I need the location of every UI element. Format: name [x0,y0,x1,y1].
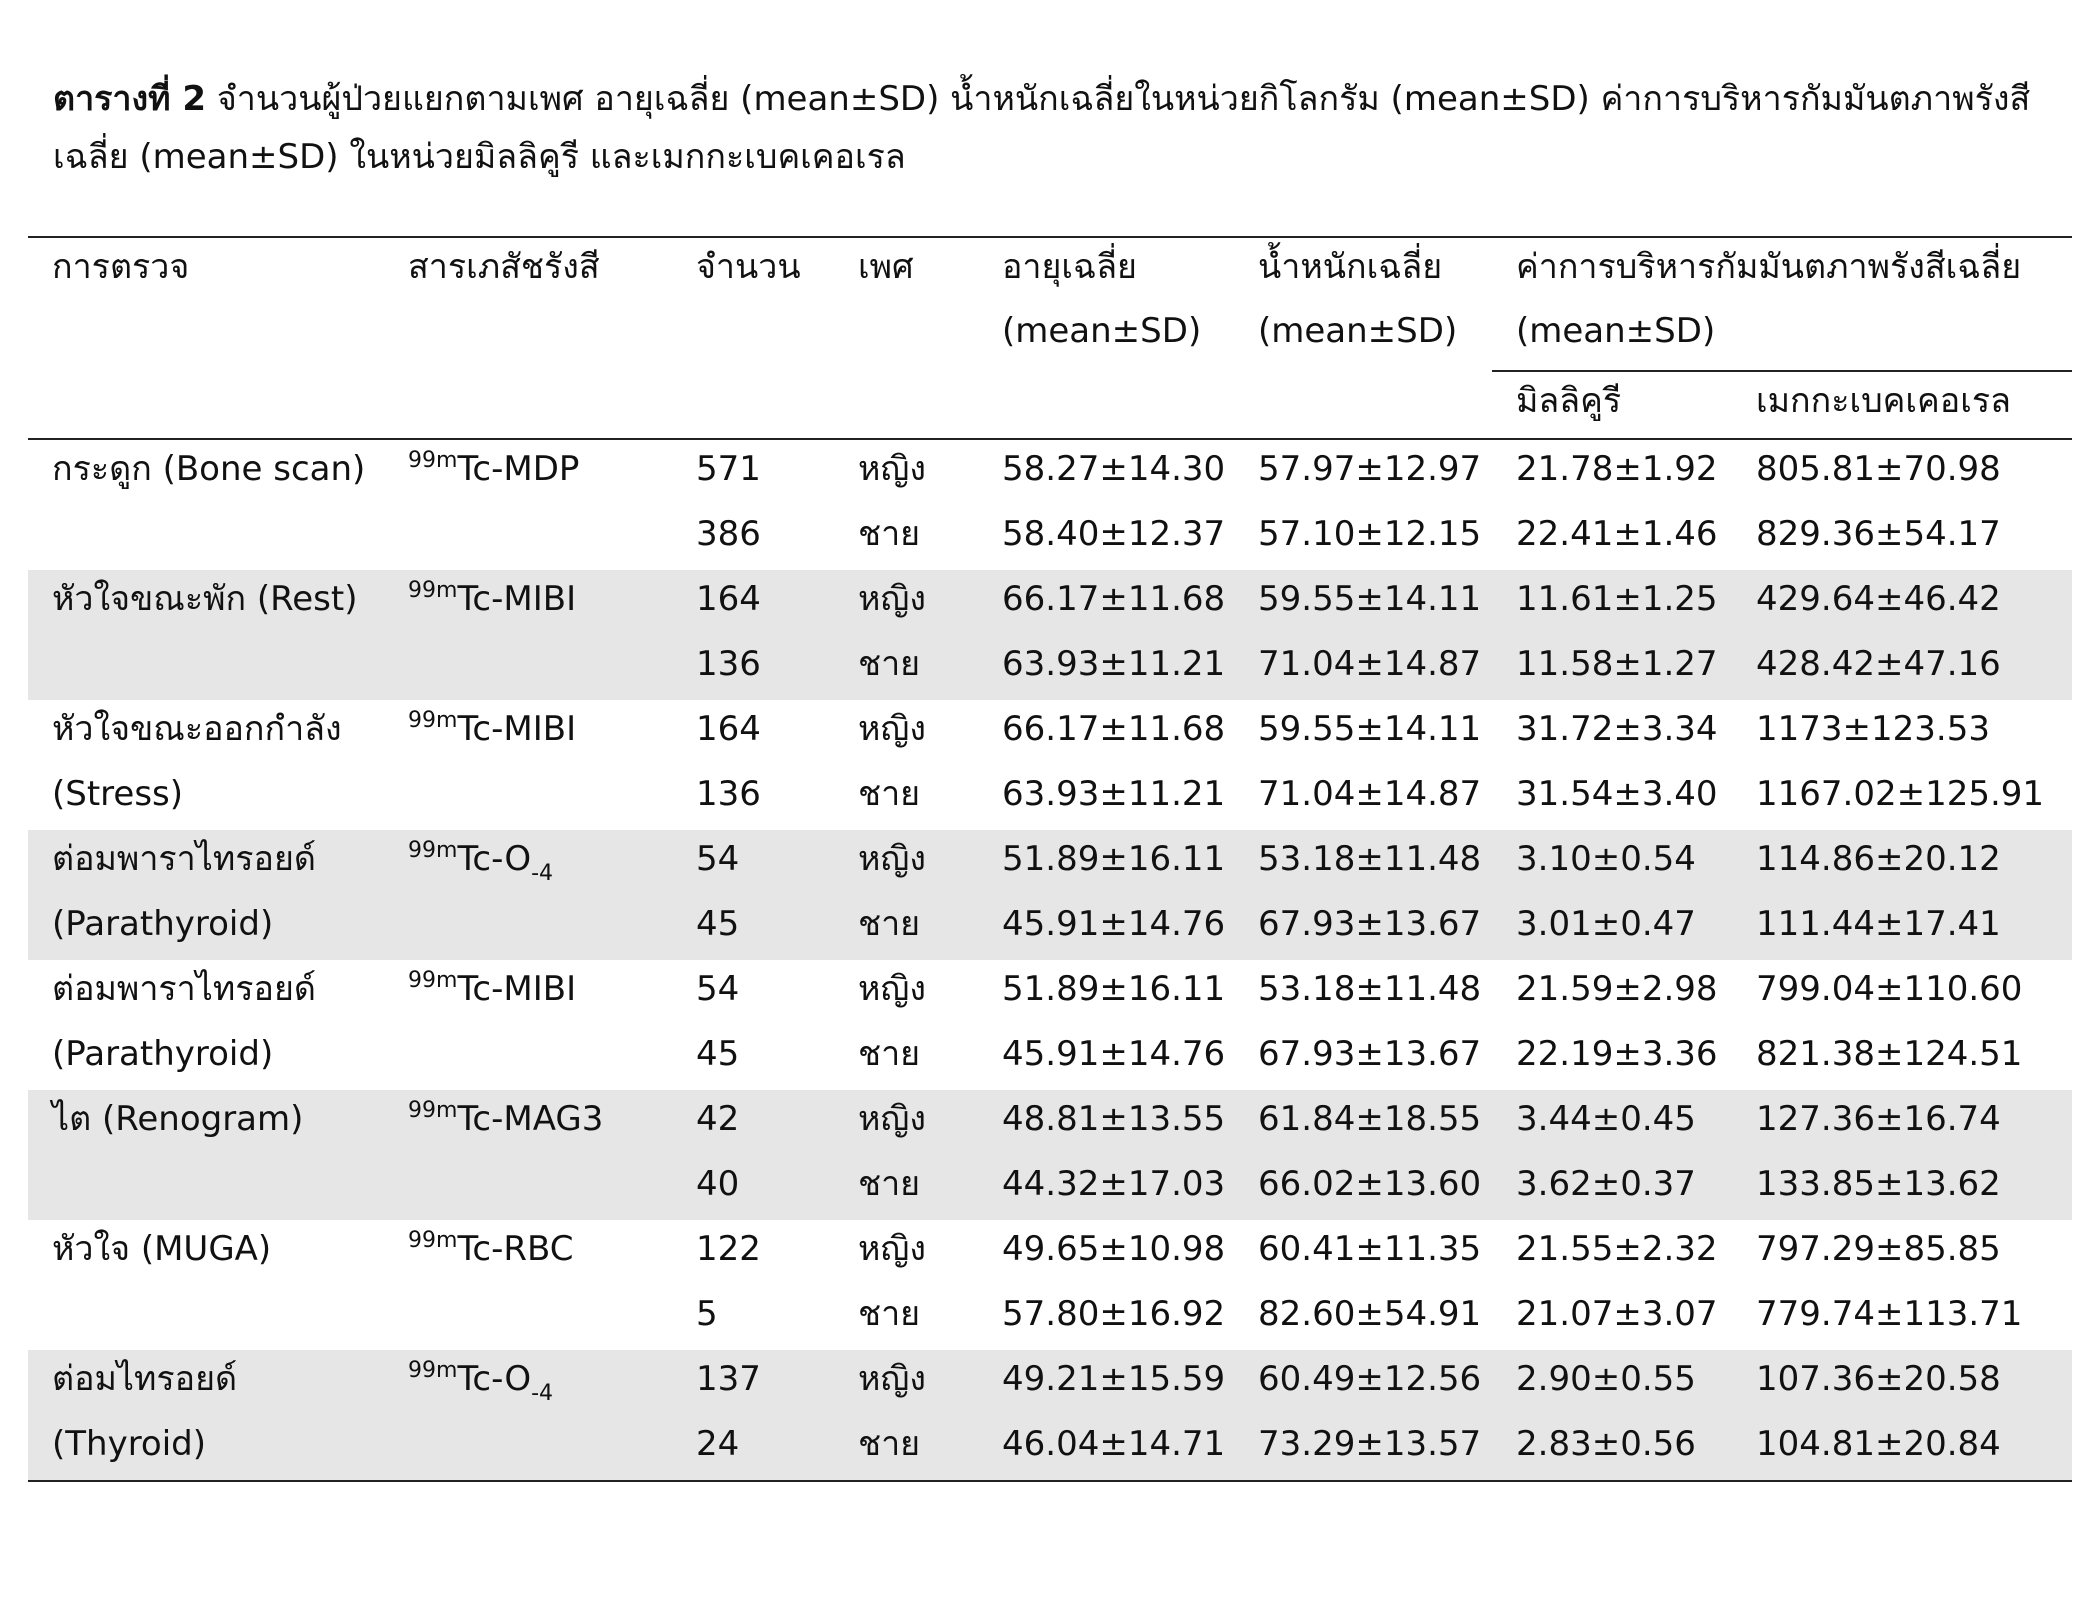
cell-count: 571 [696,449,761,489]
cell-count: 136 [696,774,761,814]
agent-name: Tc-MDP [457,449,580,489]
cell-count: 45 [672,895,834,960]
cell-mci: 3.10±0.54 [1492,830,1732,895]
cell-age: 49.65±10.98 [1002,1229,1226,1269]
cell-age: 63.93±11.21 [978,635,1234,700]
cell-weight: 53.18±11.48 [1258,969,1482,1009]
cell-mci: 31.54±3.40 [1516,774,1718,814]
cell-age: 63.93±11.21 [1002,774,1226,814]
cell-radiopharm [384,895,672,960]
cell-radiopharm [384,1155,672,1220]
cell-count: 136 [672,635,834,700]
table-row [28,895,2072,960]
cell-weight: 61.84±18.55 [1234,1090,1492,1155]
cell-count: 386 [696,514,761,554]
cell-mci: 3.62±0.37 [1492,1155,1732,1220]
cell-sex: หญิง [834,570,978,635]
cell-sex: หญิง [834,1350,978,1415]
cell-mbq: 133.85±13.62 [1732,1155,2072,1220]
isotope-mass: 99m [408,1228,458,1253]
caption-label: ตารางที่ 2 [53,79,207,119]
header-activity: ค่าการบริหารกัมมันตภาพรังสีเฉลี่ย [1492,237,2072,302]
cell-weight: 71.04±14.87 [1234,635,1492,700]
cell-radiopharm [384,960,672,1025]
cell-count: 164 [696,709,761,749]
table-row [28,1220,2072,1285]
cell-exam: ไต (Renogram) [28,1090,384,1155]
cell-mbq: 127.36±16.74 [1732,1090,2072,1155]
cell-count: 5 [696,1294,718,1334]
header-weight-unit: (mean±SD) [1258,311,1458,351]
cell-mci: 21.55±2.32 [1516,1229,1718,1269]
cell-age: 44.32±17.03 [978,1155,1234,1220]
cell-mbq: 429.64±46.42 [1732,570,2072,635]
cell-radiopharm [384,570,672,635]
cell-weight: 60.41±11.35 [1258,1229,1482,1269]
cell-radiopharm [384,1285,672,1350]
cell-exam: ต่อมไทรอยด์ [28,1350,384,1415]
cell-age: 49.21±15.59 [978,1350,1234,1415]
agent-name: Tc-MIBI [457,969,577,1009]
agent-name: Tc-MIBI [457,579,577,619]
cell-sex: ชาย [834,1415,978,1481]
cell-exam: (Thyroid) [28,1415,384,1481]
table-row [28,830,2072,895]
cell-mci: 3.44±0.45 [1492,1090,1732,1155]
cell-radiopharm [384,1415,672,1481]
cell-weight: 60.49±12.56 [1234,1350,1492,1415]
isotope-mass: 99m [408,968,458,993]
cell-sex: หญิง [858,449,926,489]
header-mci: มิลลิคูรี [1492,371,1732,439]
cell-exam: (Parathyroid) [52,1034,274,1074]
cell-mbq: 1173±123.53 [1756,709,1990,749]
header-activity-unit: (mean±SD) [1516,311,1716,351]
table-row [28,570,2072,635]
cell-radiopharm [384,505,672,570]
cell-count: 54 [672,830,834,895]
caption-text: จำนวนผู้ป่วยแยกตามเพศ อายุเฉลี่ย (mean±SD) น้ำหนักเฉลี่ยในหน่วยกิโลกรัม (mean±SD) ค่าการบริหารกัมมันตภาพรังสีเฉลี่ย (mean±SD) ในหน่วยมิลลิคูรี และเมกกะเบคเคอเรล [53,79,2031,177]
isotope-mass: 99m [408,838,458,863]
cell-mbq: 104.81±20.84 [1732,1415,2072,1481]
cell-mci: 21.07±3.07 [1516,1294,1718,1334]
table-row [28,1350,2072,1415]
cell-age: 57.80±16.92 [1002,1294,1226,1334]
cell-age: 66.17±11.68 [978,570,1234,635]
cell-sex: หญิง [858,1229,926,1269]
cell-age: 45.91±14.76 [1002,1034,1226,1074]
cell-weight: 53.18±11.48 [1234,830,1492,895]
cell-mbq: 805.81±70.98 [1756,449,2001,489]
cell-sex: ชาย [858,514,921,554]
cell-radiopharm [384,439,672,505]
cell-count: 40 [672,1155,834,1220]
cell-radiopharm [384,1090,672,1155]
agent-name: Tc-MIBI [457,709,577,749]
isotope-mass: 99m [408,448,458,473]
cell-mci: 2.90±0.55 [1492,1350,1732,1415]
agent-subscript: -4 [531,1381,554,1406]
table-row [28,439,2072,505]
table-caption [53,70,2063,186]
cell-count: 137 [672,1350,834,1415]
cell-radiopharm [384,830,672,895]
cell-exam [28,635,384,700]
cell-age: 51.89±16.11 [1002,969,1226,1009]
cell-exam: ต่อมพาราไทรอยด์ [28,830,384,895]
cell-weight: 67.93±13.67 [1234,895,1492,960]
cell-sex: ชาย [834,1155,978,1220]
cell-age: 45.91±14.76 [978,895,1234,960]
cell-age: 46.04±14.71 [978,1415,1234,1481]
table-row [28,1025,2072,1090]
cell-mci: 21.78±1.92 [1516,449,1718,489]
cell-mci: 11.58±1.27 [1492,635,1732,700]
cell-sex: หญิง [834,830,978,895]
table-row [28,700,2072,765]
table-row [28,1090,2072,1155]
cell-sex: ชาย [858,1294,921,1334]
cell-age: 58.40±12.37 [1002,514,1226,554]
cell-mci: 22.19±3.36 [1516,1034,1718,1074]
agent-subscript: -4 [531,861,554,886]
cell-mbq: 111.44±17.41 [1732,895,2072,960]
cell-count: 42 [672,1090,834,1155]
cell-mbq: 797.29±85.85 [1756,1229,2001,1269]
cell-mbq: 779.74±113.71 [1756,1294,2023,1334]
cell-mbq: 829.36±54.17 [1756,514,2001,554]
agent-name: Tc-O [457,1359,532,1399]
cell-age: 48.81±13.55 [978,1090,1234,1155]
agent-name: Tc-MAG3 [457,1099,604,1139]
table-row [28,765,2072,830]
header-radiopharm: สารเภสัชรังสี [384,237,672,439]
header-weight-blank [1234,371,1492,439]
header-mbq: เมกกะเบคเคอเรล [1732,371,2072,439]
cell-radiopharm [384,635,672,700]
cell-mci: 22.41±1.46 [1516,514,1718,554]
cell-radiopharm [384,1220,672,1285]
header-exam: การตรวจ [28,237,384,439]
agent-name: Tc-RBC [457,1229,574,1269]
cell-mbq: 107.36±20.58 [1732,1350,2072,1415]
cell-sex: ชาย [834,895,978,960]
cell-exam [28,505,384,570]
cell-exam: กระดูก (Bone scan) [52,449,366,489]
cell-weight: 59.55±14.11 [1234,570,1492,635]
cell-sex: ชาย [858,1034,921,1074]
cell-radiopharm [384,700,672,765]
cell-sex: ชาย [834,635,978,700]
cell-mci: 21.59±2.98 [1516,969,1718,1009]
cell-mbq: 114.86±20.12 [1732,830,2072,895]
header-count: จำนวน [672,237,834,439]
table-row [28,1415,2072,1481]
cell-mci: 3.01±0.47 [1492,895,1732,960]
table-row [28,1285,2072,1350]
isotope-mass: 99m [408,1358,458,1383]
cell-radiopharm [384,1350,672,1415]
table-row [28,635,2072,700]
cell-weight: 71.04±14.87 [1258,774,1482,814]
cell-mci: 2.83±0.56 [1492,1415,1732,1481]
cell-mbq: 428.42±47.16 [1732,635,2072,700]
cell-count: 54 [696,969,740,1009]
header-age: อายุเฉลี่ย [978,237,1234,302]
cell-exam: (Parathyroid) [28,895,384,960]
cell-age: 58.27±14.30 [1002,449,1226,489]
cell-weight: 59.55±14.11 [1258,709,1482,749]
cell-mbq: 799.04±110.60 [1756,969,2023,1009]
cell-mbq: 1167.02±125.91 [1756,774,2045,814]
cell-exam [28,1285,384,1350]
patient-table [28,236,2072,1482]
header-age-blank [978,371,1234,439]
cell-weight: 82.60±54.91 [1258,1294,1482,1334]
cell-exam: ต่อมพาราไทรอยด์ [52,969,316,1009]
table-body [28,439,2072,1481]
cell-sex: ชาย [858,774,921,814]
cell-sex: หญิง [834,1090,978,1155]
cell-weight: 57.10±12.15 [1258,514,1482,554]
cell-radiopharm [384,765,672,830]
cell-weight: 73.29±13.57 [1234,1415,1492,1481]
cell-sex: หญิง [858,709,926,749]
agent-name: Tc-O [457,839,532,879]
header-sex: เพศ [834,237,978,439]
isotope-mass: 99m [408,708,458,733]
cell-exam: หัวใจขณะพัก (Rest) [28,570,384,635]
cell-age: 51.89±16.11 [978,830,1234,895]
cell-count: 164 [672,570,834,635]
cell-mci: 31.72±3.34 [1516,709,1718,749]
cell-weight: 66.02±13.60 [1234,1155,1492,1220]
cell-exam: หัวใจ (MUGA) [52,1229,272,1269]
cell-sex: หญิง [858,969,926,1009]
cell-weight: 67.93±13.67 [1258,1034,1482,1074]
table-row [28,505,2072,570]
cell-exam: (Stress) [52,774,184,814]
cell-count: 122 [696,1229,761,1269]
table-row [28,960,2072,1025]
cell-radiopharm [384,1025,672,1090]
table-row [28,1155,2072,1220]
cell-age: 66.17±11.68 [1002,709,1226,749]
cell-mci: 11.61±1.25 [1492,570,1732,635]
isotope-mass: 99m [408,578,458,603]
header-weight: น้ำหนักเฉลี่ย [1234,237,1492,302]
cell-count: 45 [696,1034,740,1074]
cell-mbq: 821.38±124.51 [1756,1034,2023,1074]
header-age-unit: (mean±SD) [1002,311,1202,351]
cell-weight: 57.97±12.97 [1258,449,1482,489]
isotope-mass: 99m [408,1098,458,1123]
cell-exam: หัวใจขณะออกกำลัง [52,709,342,749]
cell-exam [28,1155,384,1220]
cell-count: 24 [672,1415,834,1481]
